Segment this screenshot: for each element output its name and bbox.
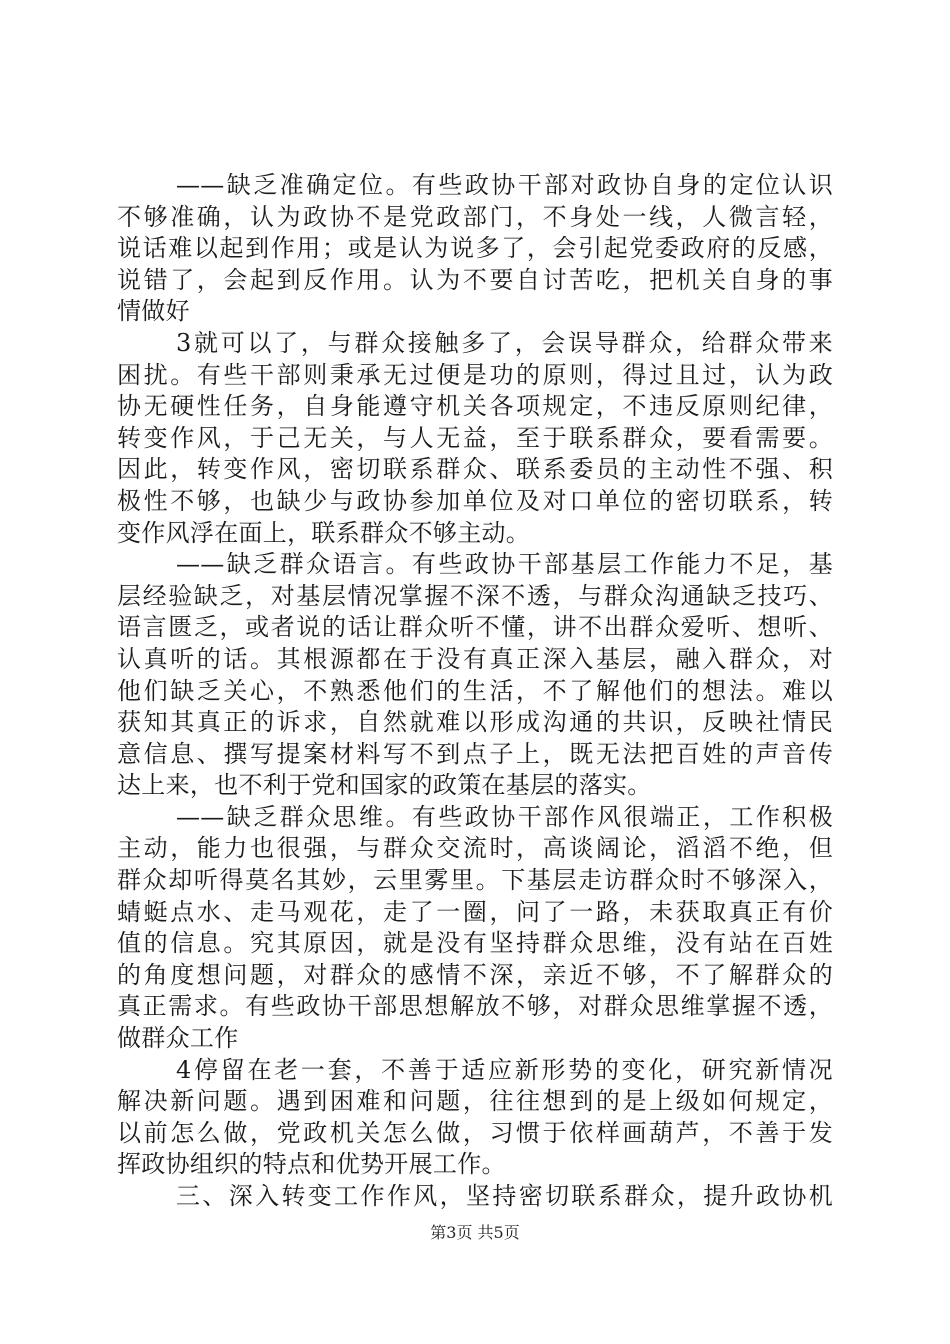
- text-line: 做群众工作: [117, 1024, 239, 1053]
- text-line: 三、深入转变工作作风，坚持密切联系群众，提升政协机: [176, 1182, 833, 1210]
- text-line: ——缺乏群众语言。有些政协干部基层工作能力不足，基: [176, 550, 833, 579]
- text-line: 情做好: [117, 297, 190, 326]
- text-line: 以前怎么做，党政机关怎么做，习惯于依样画葫芦，不善于发: [117, 1118, 833, 1147]
- text-line: 认真听的话。其根源都在于没有真正深入基层，融入群众，对: [117, 644, 833, 673]
- text-line: 因此，转变作风，密切联系群众、联系委员的主动性不强、积: [117, 455, 833, 484]
- document-body: [117, 170, 833, 1213]
- text-line: 主动，能力也很强，与群众交流时，高谈阔论，滔滔不绝，但: [117, 834, 833, 863]
- text-line: 达上来，也不利于党和国家的政策在基层的落实。: [117, 771, 652, 800]
- text-line: 的角度想问题，对群众的感情不深，亲近不够，不了解群众的: [117, 960, 833, 989]
- text-line: ——缺乏群众思维。有些政协干部作风很端正，工作积极: [176, 802, 833, 831]
- text-line: 他们缺乏关心，不熟悉他们的生活，不了解他们的想法。难以: [117, 676, 833, 705]
- text-line: 真正需求。有些政协干部思想解放不够，对群众思维掌握不透，: [117, 992, 833, 1021]
- text-line: 获知其真正的诉求，自然就难以形成沟通的共识，反映社情民: [117, 708, 833, 737]
- text-line: 说话难以起到作用；或是认为说多了，会引起党委政府的反感，: [117, 234, 833, 263]
- text-line: 解决新问题。遇到困难和问题，往往想到的是上级如何规定，: [117, 1087, 833, 1116]
- text-line: 变作风浮在面上，联系群众不够主动。: [117, 518, 531, 547]
- text-line: 转变作风，于己无关，与人无益，至于联系群众，要看需要。: [117, 423, 833, 452]
- text-line: 值的信息。究其原因，就是没有坚持群众思维，没有站在百姓: [117, 929, 833, 958]
- page-footer: 第3页 共5页: [430, 1223, 520, 1242]
- text-line: 挥政协组织的特点和优势开展工作。: [117, 1150, 506, 1179]
- text-line: 极性不够，也缺少与政协参加单位及对口单位的密切联系，转: [117, 486, 833, 515]
- text-line: ——缺乏准确定位。有些政协干部对政协自身的定位认识: [176, 171, 833, 199]
- text-line: 困扰。有些干部则秉承无过便是功的原则，得过且过，认为政: [117, 360, 833, 389]
- text-line: 意信息、撰写提案材料写不到点子上，既无法把百姓的声音传: [117, 739, 833, 768]
- text-line: 群众却听得莫名其妙，云里雾里。下基层走访群众时不够深入，: [117, 866, 833, 895]
- text-line: 说错了，会起到反作用。认为不要自讨苦吃，把机关自身的事: [117, 265, 833, 294]
- text-line: 蜻蜓点水、走马观花，走了一圈，问了一路，未获取真正有价: [117, 897, 833, 926]
- text-line: 协无硬性任务，自身能遵守机关各项规定，不违反原则纪律，: [117, 392, 833, 421]
- text-line: 语言匮乏，或者说的话让群众听不懂，讲不出群众爱听、想听、: [117, 613, 833, 642]
- text-line: 层经验缺乏，对基层情况掌握不深不透，与群众沟通缺乏技巧、: [117, 581, 833, 610]
- text-line: 3就可以了，与群众接触多了，会误导群众，给群众带来: [176, 328, 833, 357]
- text-line: 4停留在老一套，不善于适应新形势的变化，研究新情况: [176, 1055, 833, 1084]
- text-line: 不够准确，认为政协不是党政部门，不身处一线，人微言轻，: [117, 202, 833, 231]
